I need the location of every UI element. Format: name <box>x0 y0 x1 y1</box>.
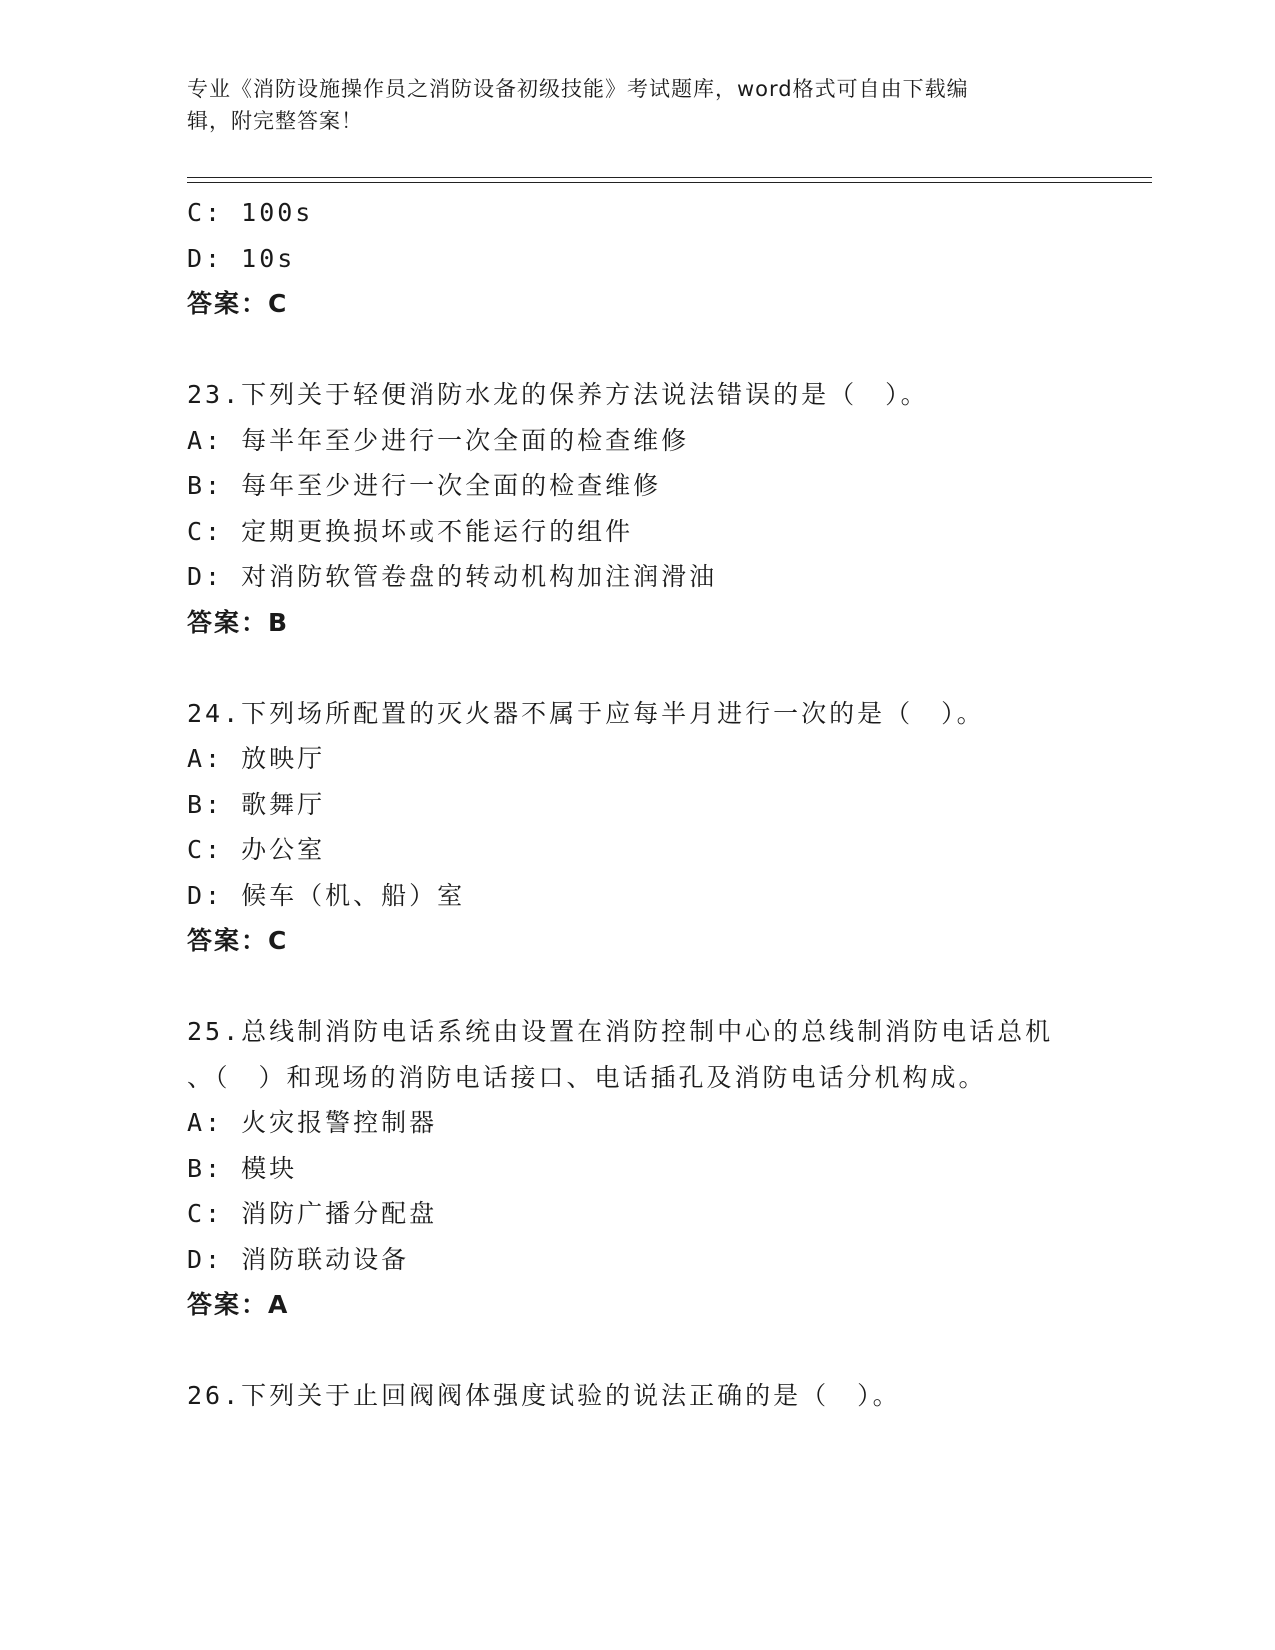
answer-line: 答案：A <box>187 1290 290 1319</box>
option-d: D: 消防联动设备 <box>187 1244 410 1274</box>
option-b: B: 歌舞厅 <box>187 789 326 819</box>
answer-line: 答案：C <box>187 289 289 318</box>
option-d: D: 10s <box>187 243 296 273</box>
header-divider-top <box>187 177 1152 178</box>
option-a: A: 放映厅 <box>187 744 326 773</box>
header-line-2: 辑，附完整答案！ <box>187 109 363 133</box>
option-b: B: 每年至少进行一次全面的检查维修 <box>187 471 662 500</box>
header-line-1: 专业《消防设施操作员之消防设备初级技能》考试题库，word格式可自由下载编 <box>187 77 969 101</box>
question-list <box>187 190 1152 1419</box>
document-header <box>187 73 1087 137</box>
option-a: A: 每半年至少进行一次全面的检查维修 <box>187 425 690 455</box>
question-23 <box>187 372 1152 645</box>
option-a: A: 火灾报警控制器 <box>187 1108 438 1137</box>
spacer <box>187 327 1152 373</box>
answer-line: 答案：C <box>187 926 289 955</box>
question-stem: 25.总线制消防电话系统由设置在消防控制中心的总线制消防电话总机 <box>187 1017 1054 1046</box>
spacer <box>187 1328 1152 1374</box>
question-24 <box>187 691 1152 964</box>
question-25 <box>187 1009 1152 1328</box>
header-divider-bottom <box>187 182 1152 183</box>
option-c: C: 100s <box>187 198 314 227</box>
question-26 <box>187 1373 1152 1419</box>
question-stem: 24.下列场所配置的灭火器不属于应每半月进行一次的是（ ）。 <box>187 698 985 728</box>
option-d: D: 候车（机、船）室 <box>187 880 466 910</box>
option-c: C: 消防广播分配盘 <box>187 1199 438 1228</box>
spacer <box>187 964 1152 1010</box>
spacer <box>187 645 1152 691</box>
previous-question-block <box>187 190 1152 327</box>
question-stem: 26.下列关于止回阀阀体强度试验的说法正确的是（ ）。 <box>187 1381 901 1410</box>
answer-line: 答案：B <box>187 607 290 637</box>
option-c: C: 定期更换损坏或不能运行的组件 <box>187 516 634 546</box>
question-stem-continued: 、（ ）和现场的消防电话接口、电话插孔及消防电话分机构成。 <box>187 1062 987 1092</box>
question-stem: 23.下列关于轻便消防水龙的保养方法说法错误的是（ ）。 <box>187 380 929 409</box>
option-d: D: 对消防软管卷盘的转动机构加注润滑油 <box>187 562 718 591</box>
option-c: C: 办公室 <box>187 835 326 864</box>
option-b: B: 模块 <box>187 1153 298 1183</box>
